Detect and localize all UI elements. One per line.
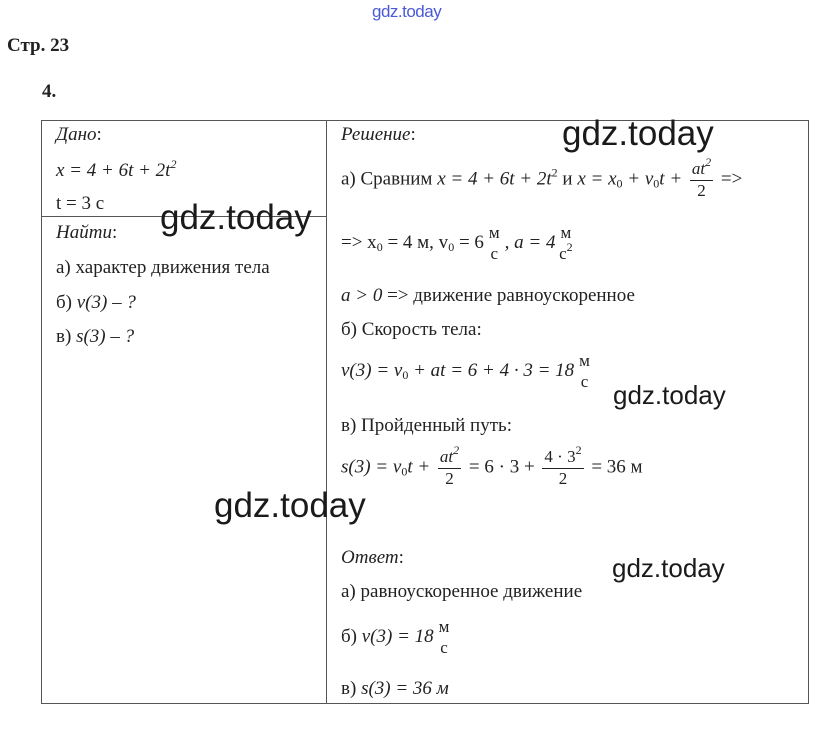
watermark-top: gdz.today <box>372 2 442 21</box>
answer-item-a: а) равноускоренное движение <box>341 581 583 602</box>
solution-line-conclusion: a > 0 => движение равноускоренное <box>341 285 635 306</box>
answer-item-b: б) v(3) = 18 м с <box>341 617 450 657</box>
unit-m-per-s2: м $с^2$ <box>559 223 573 263</box>
solution-table <box>41 120 809 704</box>
watermark-1: gdz.today <box>562 114 714 153</box>
fraction-at2-over-2: $\frac{at^2}{2}$ <box>691 155 712 200</box>
watermark-3: gdz.today <box>613 380 726 410</box>
given-equation-t: t = 3 с <box>56 193 105 214</box>
given-equation-x: $x = 4 + 6t + 2t^2$ <box>56 157 177 181</box>
find-item-a: а) характер движения тела <box>56 257 270 278</box>
solution-line-distance: $s(3) = v_0t$ + $\frac{at^2}{2}$ = 6 · 3 + $\frac{4 \cdot 3^2}{2}$ = 36 м <box>341 443 643 488</box>
page-label: Стр. 23 <box>7 35 70 56</box>
fraction-at2-over-2: $\frac{at^2}{2}$ <box>439 443 460 488</box>
watermark-4: gdz.today <box>214 486 366 525</box>
task-number: 4. <box>42 81 57 102</box>
solution-line-compare: а) Сравним $x = 4 + 6t + 2t^2$ и $x = x_0 + v_0t$ + $\frac{at^2}{2}$ => <box>341 155 743 200</box>
find-heading: Найти: <box>56 222 118 243</box>
find-item-c: в) s(3) – ? <box>56 326 135 347</box>
unit-m-per-s: м с <box>438 617 450 657</box>
solution-line-distance-heading: в) Пройденный путь: <box>341 415 512 436</box>
solution-line-params: => $x_0 = 4$ м, $v_0 = 6$ м с , a = 4 м $с^2$ <box>341 223 573 263</box>
unit-m-per-s: м с <box>579 351 590 391</box>
solution-line-velocity: $v(3) = v_0$ + at = 6 + 4 · 3 = 18 м с <box>341 351 590 391</box>
answer-item-c: в) s(3) = 36 м <box>341 678 449 699</box>
solution-heading: Решение: <box>341 124 416 145</box>
given-heading: Дано: <box>56 124 102 145</box>
watermark-2: gdz.today <box>160 198 312 237</box>
unit-m-per-s: м с <box>488 223 500 263</box>
watermark-5: gdz.today <box>612 553 725 583</box>
answer-heading: Ответ: <box>341 547 404 568</box>
fraction-4x3sq-over-2: $\frac{4 \cdot 3^2}{2}$ <box>544 443 582 488</box>
find-item-b: б) v(3) – ? <box>56 292 136 313</box>
table-column-divider <box>326 120 327 704</box>
solution-line-velocity-heading: б) Скорость тела: <box>341 319 482 340</box>
